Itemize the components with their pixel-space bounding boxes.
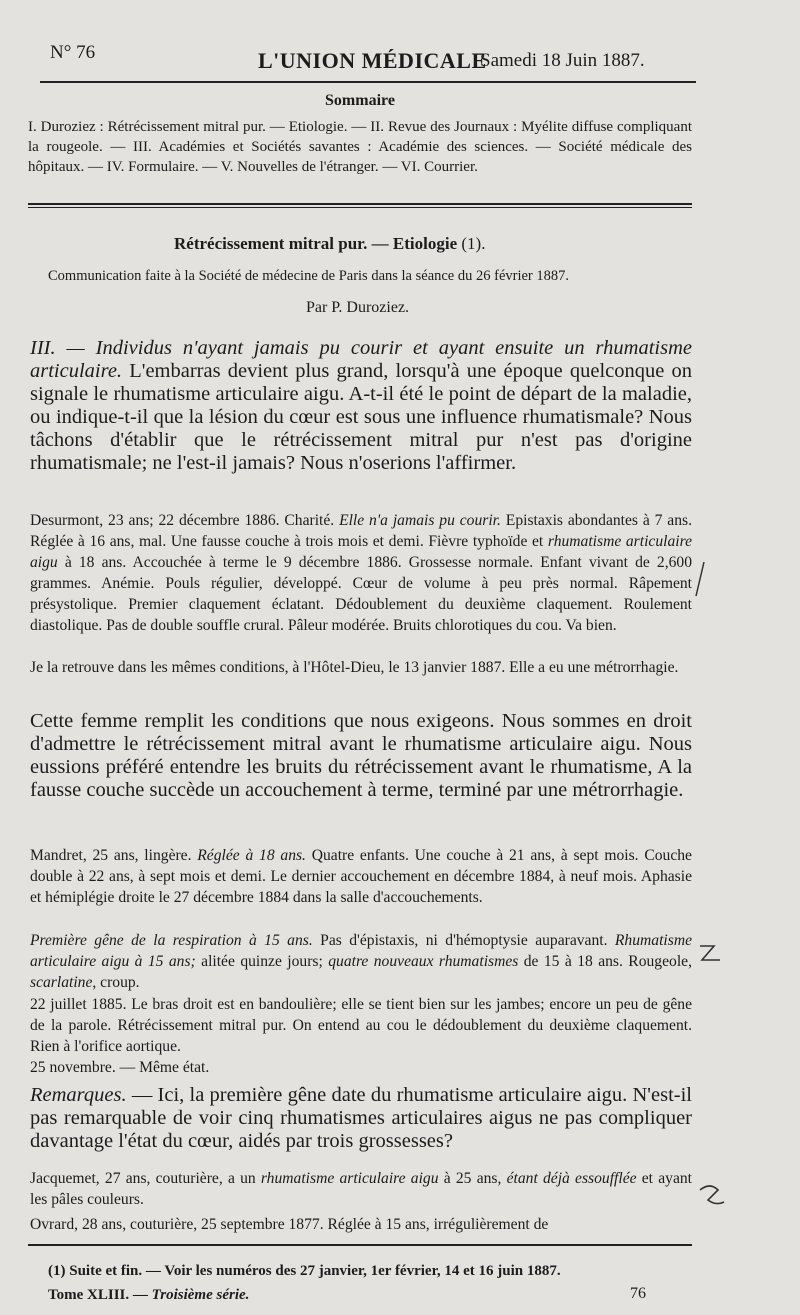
case-italic: rhumatisme articulaire aigu: [260, 1170, 439, 1187]
case-mandret: [30, 845, 692, 908]
case-text: à 18 ans. Accouchée à terme le 9 décembre 1886. Grossesse normale. Enfant vivant de 2,600 grammes. Anémie. Pouls régulier, développé. Cœur de volume à peu près normal. Râpement présystolique. Premier claquement éclatant. Dédoublement du deuxième claquement. Roulement diastolique. Pas de double souffle crural. Pâleur modérée. Bruits chlorotiques du cou. Va bien.: [30, 554, 692, 634]
section-text: L'embarras devient plus grand, lorsqu'à une époque quelconque on signale le rhumatisme articulaire aigu. A-t-il été le point de départ de la maladie, ou indique-t-il que la lésion du cœur est sous une influence rhumatismale? Nous tâchons d'établir que le rétrécissement mitral pur n'est pas d'origine rhumatismale; ne l'est-il jamais? Nous n'oserions l'affirmer.: [30, 360, 692, 474]
paragraph-section-iii: [30, 337, 692, 475]
case-jacquemet: [30, 1168, 692, 1210]
case-mandret-july: 22 juillet 1885. Le bras droit est en bandoulière; elle se tient bien sur les jambes; encore un peu de gêne de la parole. Rétrécissement mitral pur. On entend au cou le dédoublement du deuxième claquement. Rien à l'orifice aortique.: [30, 996, 692, 1055]
margin-slash-mark: [690, 560, 710, 600]
article-note-ref: (1).: [457, 234, 486, 253]
case-italic: Première gêne de la respiration à 15 ans.: [30, 932, 313, 949]
case-ovrard: Ovrard, 28 ans, couturière, 25 septembre 1877. Réglée à 15 ans, irrégulièrement de: [30, 1216, 549, 1233]
section-heading: III. — Individus n'ayant jamais pu courir et ayant ensuite un rhumatisme articulaire.: [30, 337, 692, 382]
sommaire-rule: [28, 203, 692, 205]
case-text: Mandret, 25 ans, lingère.: [30, 847, 198, 864]
article-title: [174, 234, 485, 254]
journal-title: L'UNION MÉDICALE: [258, 48, 487, 73]
byline: Par P. Duroziez.: [305, 299, 410, 316]
case-mandret-november: 25 novembre. — Même état.: [30, 1059, 210, 1076]
remarques-label: Remarques.: [30, 1084, 127, 1106]
case-text: Quatre enfants. Une couche à 21 ans, à sept mois. Couche double à 22 ans, à sept mois et demi. Le dernier accouchement en décembre 1884, à neuf mois. Aphasie et hémiplégie droite le 27 décembre 1884 dans la salle d'accouchements.: [30, 847, 692, 906]
remarques-text: — Ici, la première gêne date du rhumatisme articulaire aigu. N'est-il pas remarquable de voir cinq rhumatismes articulaires aigus ne pas compliquer davantage l'état du cœur, aidés par trois grossesses?: [30, 1084, 692, 1152]
article-title-text: Rétrécissement mitral pur. — Etiologie: [174, 234, 458, 253]
paragraph-comment-1: Cette femme remplit les conditions que nous exigeons. Nous sommes en droit d'admettre le rétrécissement mitral avant le rhumatisme articulaire aigu. Nous eussions préféré entendre les bruits du rétrécissement avant le rhumatisme, A la fausse couche succède un accouchement à terme, terminé par une métrorrhagie.: [30, 710, 692, 801]
case-italic: scarlatine: [30, 974, 93, 991]
sommaire-text: I. Duroziez : Rétrécissement mitral pur. — Etiologie. — II. Revue des Journaux : Myélite diffuse compliquant la rougeole. — III. Académies et Sociétés savantes : Académie des sciences. — Société médicale des hôpitaux. — IV. Formulaire. — V. Nouvelles de l'étranger. — VI. Courrier.: [28, 119, 692, 175]
case-text: Pas d'épistaxis, ni d'hémoptysie auparavant.: [312, 932, 615, 949]
footer-tome: [48, 1287, 249, 1304]
case-italic: quatre nouveaux rhumatismes: [328, 953, 519, 970]
case-italic: étant déjà essoufflée: [506, 1170, 637, 1187]
case-text: Jacquemet, 27 ans, couturière, a un: [30, 1170, 261, 1187]
header-rule: [40, 81, 696, 83]
communication-line: Communication faite à la Société de médecine de Paris dans la séance du 26 février 1887.: [48, 268, 570, 284]
case-text: et ayant les pâles couleurs.: [30, 1170, 692, 1208]
issue-date: Samedi 18 Juin 1887.: [480, 50, 645, 71]
margin-bracket-mark: [696, 1180, 730, 1210]
margin-z-mark: [696, 940, 726, 968]
footer-tome-text: Tome XLIII. —: [48, 1287, 152, 1303]
case-italic: Réglée à 18 ans.: [197, 847, 306, 864]
footnote: (1) Suite et fin. — Voir les numéros des 27 janvier, 1er février, 14 et 16 juin 1887.: [48, 1263, 561, 1279]
sommaire-title: Sommaire: [325, 92, 395, 109]
case-desurmont-followup: Je la retrouve dans les mêmes conditions, à l'Hôtel-Dieu, le 13 janvier 1887. Elle a eu une métrorrhagie.: [30, 659, 679, 676]
case-italic: Rhumatisme articulaire aigu à 15 ans;: [30, 932, 692, 970]
case-text: Desurmont, 23 ans; 22 décembre 1886. Charité.: [30, 512, 340, 529]
case-italic: rhumatisme articulaire aigu: [30, 533, 693, 571]
case-italic: Elle n'a jamais pu courir.: [339, 512, 501, 529]
issue-number: N° 76: [50, 42, 96, 63]
case-text: alitée quinze jours;: [195, 953, 329, 970]
case-text: Epistaxis abondantes à 7 ans. Réglée à 16 ans, mal. Une fausse couche à trois mois et demi. Fièvre typhoïde et: [30, 512, 692, 550]
case-mandret-history: [30, 930, 692, 993]
case-text: de 15 à 18 ans. Rougeole,: [518, 953, 692, 970]
case-text: à 25 ans,: [438, 1170, 507, 1187]
case-text: , croup.: [92, 974, 140, 991]
paragraph-remarques: [30, 1084, 692, 1153]
footnote-rule: [28, 1244, 692, 1246]
case-desurmont: [30, 510, 692, 636]
sommaire-rule-thin: [28, 207, 692, 208]
page-number: 76: [630, 1285, 646, 1302]
footer-serie: Troisième série.: [151, 1287, 250, 1303]
